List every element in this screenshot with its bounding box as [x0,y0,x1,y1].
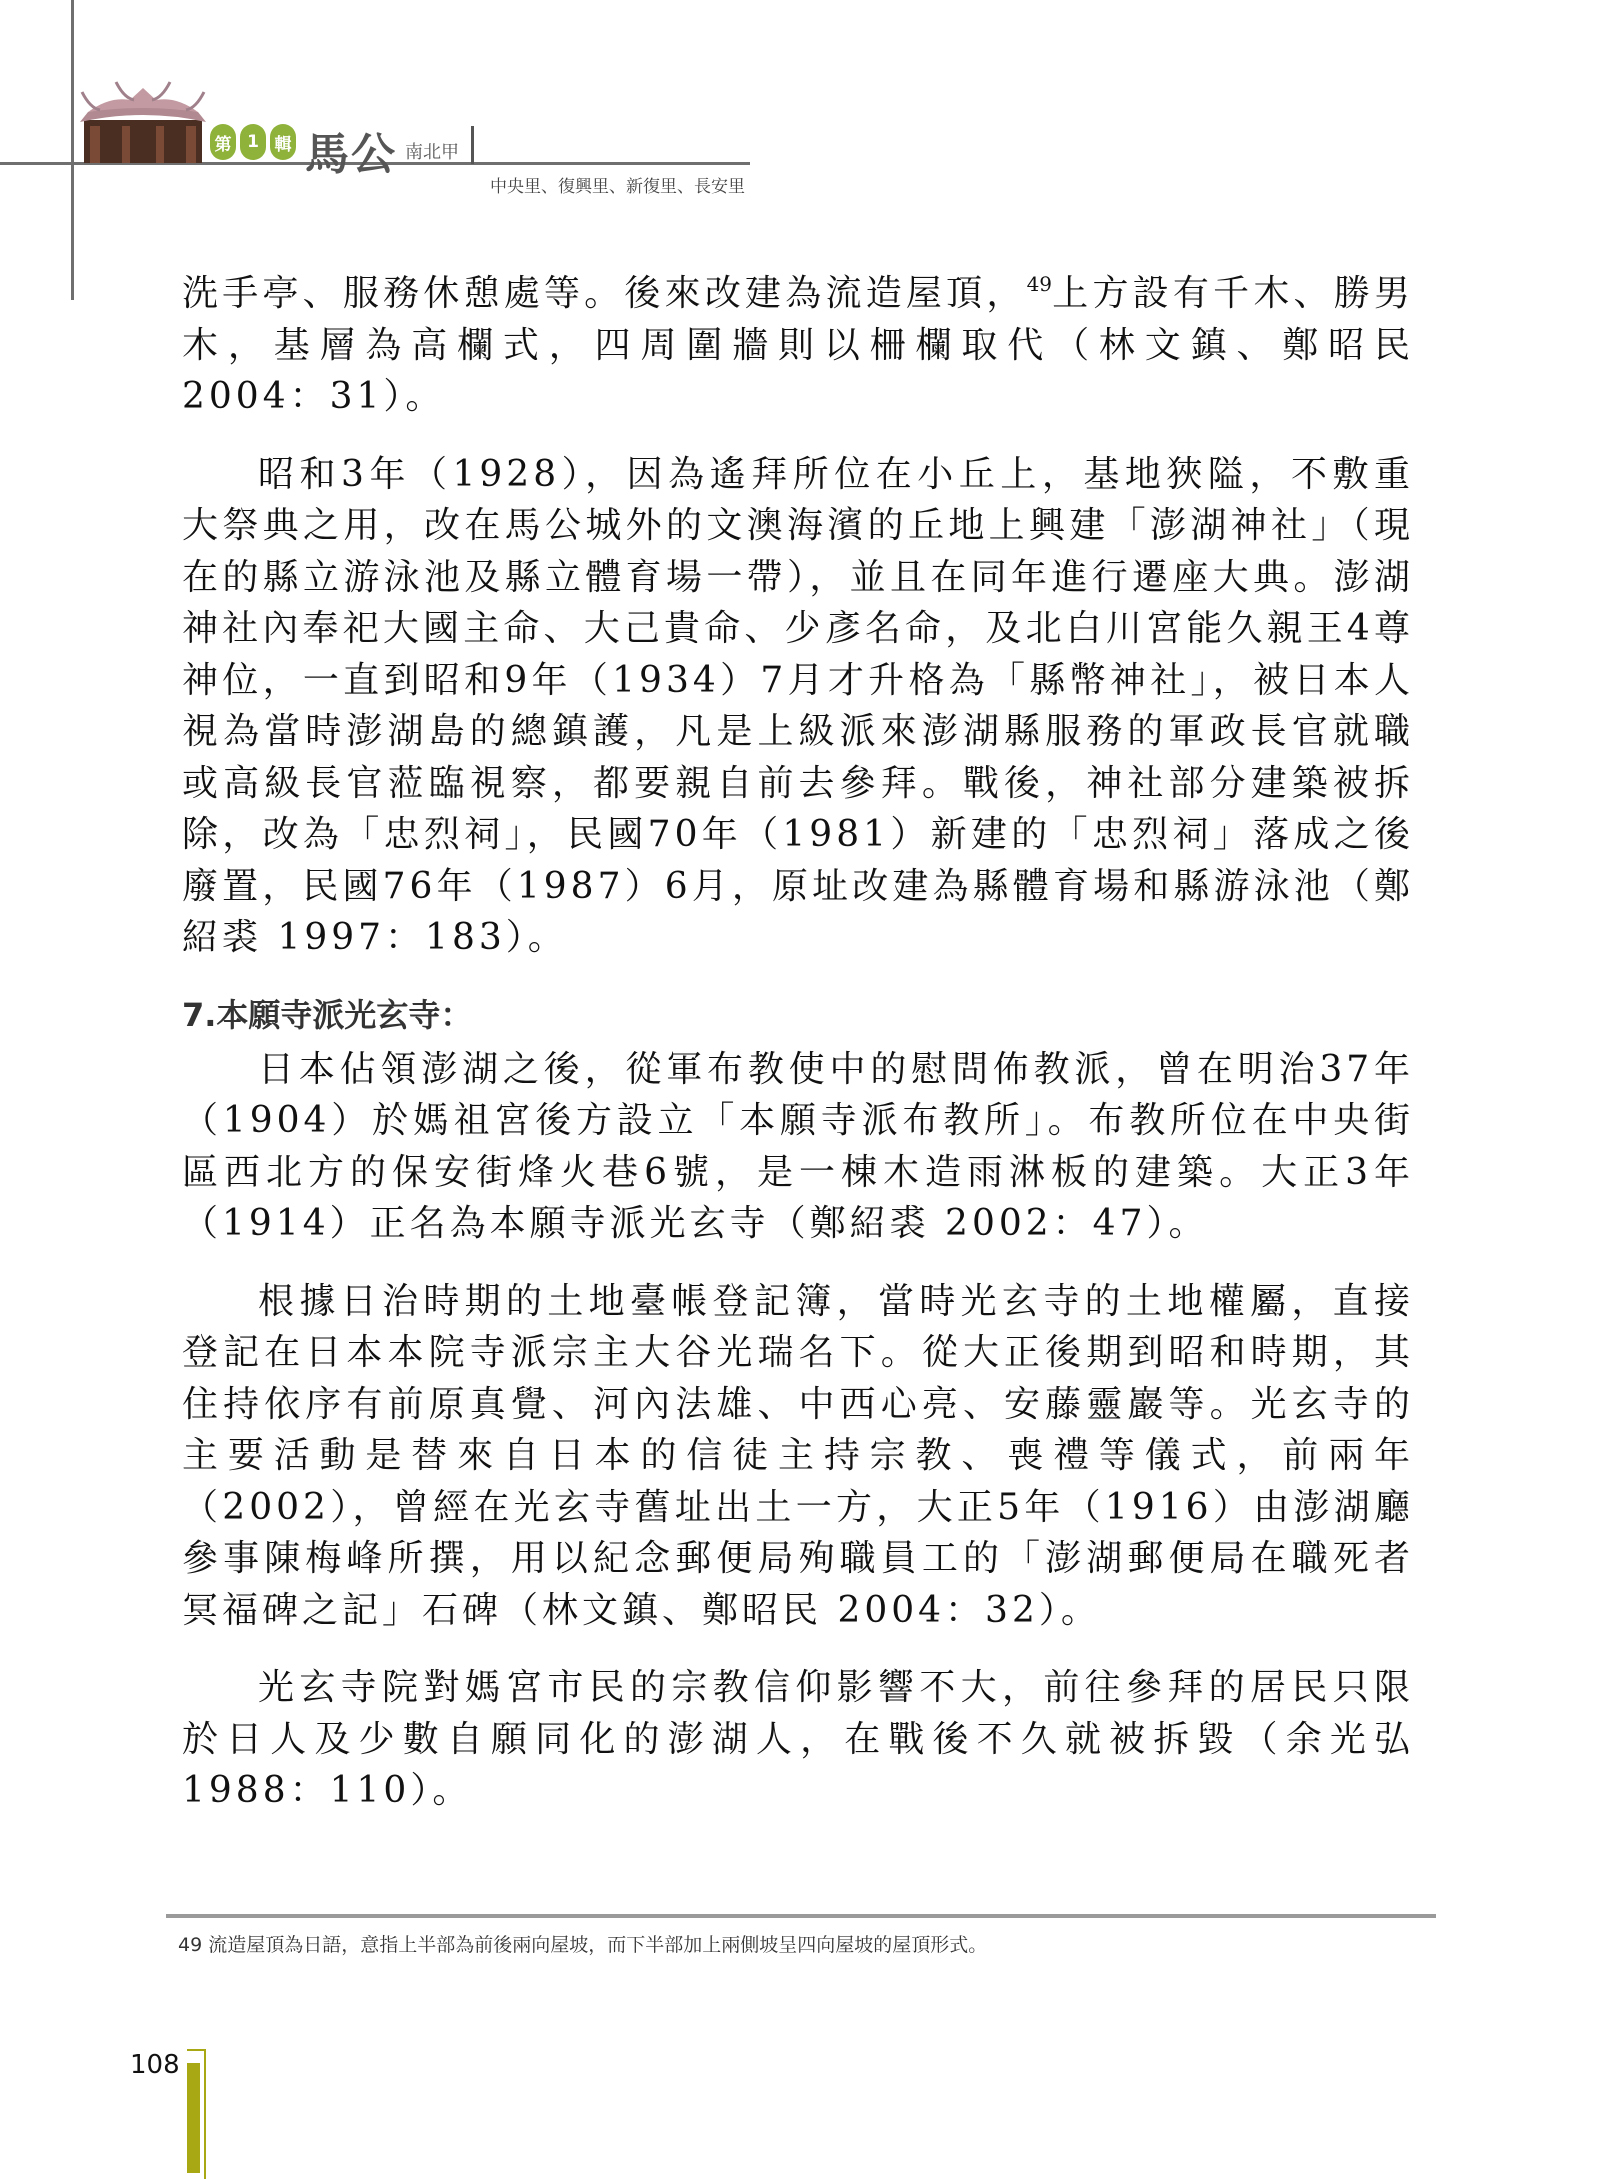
header-subtitle: 中央里、復興里、新復里、長安里 [490,177,745,197]
footnote-divider [166,1914,1436,1918]
series-title-small: 南北甲 [405,142,459,163]
footnote-ref-49[interactable]: 49 [1026,272,1053,296]
temple-illustration-icon [80,78,206,163]
paragraph-5: 光玄寺院對媽宮市民的宗教信仰影響不大，前往參拜的居民只限於日人及少數自願同化的澎湖人，在戰後不久就被拆毀（余光弘 1988：110）。 [182,1667,1414,1811]
margin-vertical-rule [71,0,74,300]
volume-badge: 1 [240,124,266,160]
paragraph-1-text-b: 上方設有千木、勝男木，基層為高欄式，四周圍牆則以柵欄取代（林文鎮、鄭昭民 2004：31）。 [182,273,1414,417]
section-heading: 7.本願寺派光玄寺： [182,995,473,1034]
paragraph-4: 根據日治時期的土地臺帳登記簿，當時光玄寺的土地權屬，直接登記在日本本院寺派宗主大谷光瑞名下。從大正後期到昭和時期，其住持依序有前原真覺、河內法雄、中西心亮、安藤靈巖等。光玄寺的主要活動是替來自日本的信徒主持宗教、喪禮等儀式，前兩年（2002），曾經在光玄寺舊址出土一方，大正5年（1916）由澎湖廳參事陳梅峰所撰，用以紀念郵便局殉職員工的「澎湖郵便局在職死者冥福碑之記」石碑（林文鎮、鄭昭民 2004：32）。 [182,1280,1414,1631]
paragraph-1 [182,268,1414,423]
title-divider [471,126,474,164]
volume-badge: 第 [210,124,236,160]
page-bar [187,2063,200,2173]
volume-badges [210,124,296,160]
paragraph-2: 昭和3年（1928），因為遙拜所位在小丘上，基地狹隘，不敷重大祭典之用，改在馬公城外的文澳海濱的丘地上興建「澎湖神社」（現在的縣立游泳池及縣立體育場一帶），並且在同年進行遷座大典。澎湖神社內奉祀大國主命、大己貴命、少彥名命，及北白川宮能久親王4尊神位，一直到昭和9年（1934）7月才升格為「縣幣神社」，被日本人視為當時澎湖島的總鎮護，凡是上級派來澎湖縣服務的軍政長官就職或高級長官蒞臨視察，都要親自前去參拜。戰後，神社部分建築被拆除，改為「忠烈祠」，民國70年（1981）新建的「忠烈祠」落成之後廢置，民國76年（1987）6月，原址改建為縣體育場和縣游泳池（鄭紹裘 1997：183）。 [182,453,1414,958]
paragraph-1-text-a: 洗手亭、服務休憩處等。後來改建為流造屋頂， [182,273,1027,314]
paragraph-3: 日本佔領澎湖之後，從軍布教使中的慰問佈教派，曾在明治37年（1904）於媽祖宮後方設立「本願寺派布教所」。布教所位在中央街區西北方的保安街烽火巷6號，是一棟木造雨淋板的建築。大正3年（1914）正名為本願寺派光玄寺（鄭紹裘 2002：47）。 [182,1048,1414,1244]
main-content [182,268,1414,1843]
page-number: 108 [130,2050,180,2080]
series-title: 馬公 [305,129,397,180]
volume-badge: 輯 [270,124,296,160]
footnote-49: 49 流造屋頂為日語，意指上半部為前後兩向屋坡，而下半部加上兩側坡呈四向屋坡的屋頂形式。 [178,1934,988,1956]
